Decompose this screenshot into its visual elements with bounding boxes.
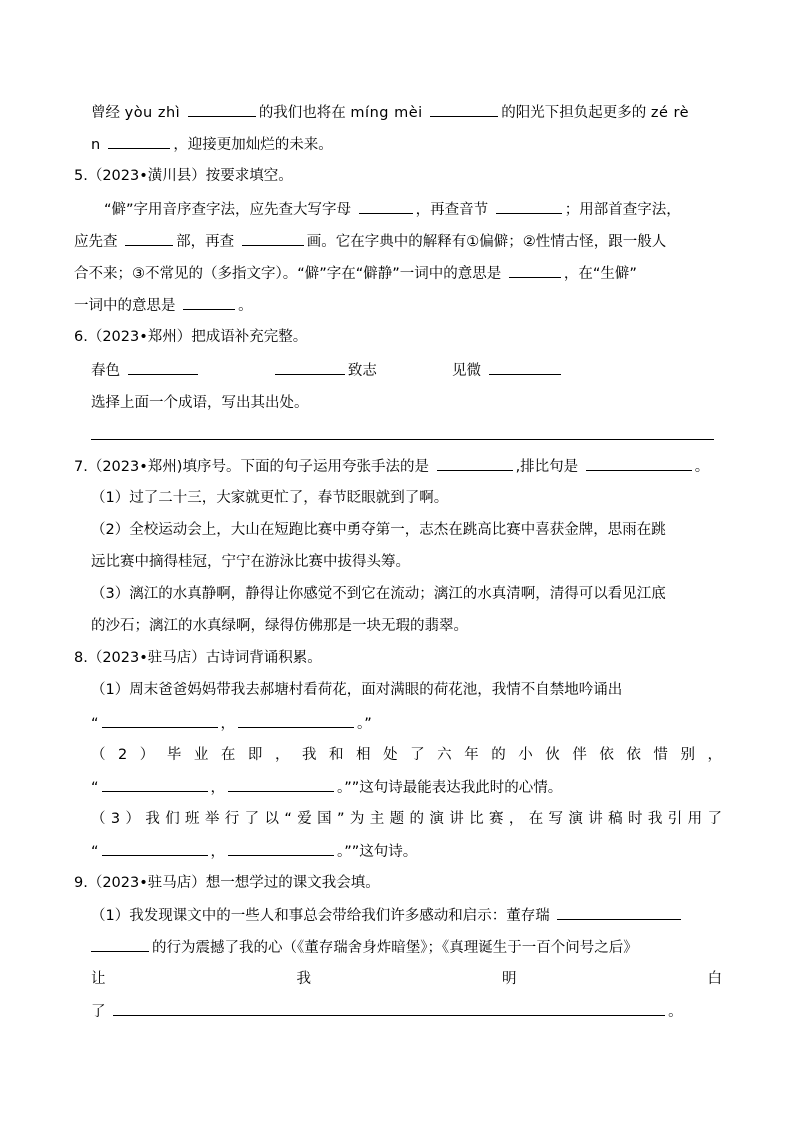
answer-blank[interactable] xyxy=(430,102,498,117)
q7-sentence-1: （1）过了二十三，大家就更忙了，春节眨眼就到了啊。 xyxy=(91,490,449,506)
q9-part-1b: 的行为震撼了我的心（《董存瑞舍身炸暗堡》；《真理诞生于一百个问号之后》 xyxy=(91,937,794,958)
q9-part-1c: 让 我 明 白 xyxy=(91,971,722,987)
q5-line-3: 合不来；③不常见的（多指文字）。“僻”字在“僻静”一词中的意思是 ，在“生僻” xyxy=(74,263,794,284)
q5-line-4: 一词中的意思是 。 xyxy=(74,295,794,316)
idiom-blank-2[interactable] xyxy=(275,360,345,375)
poem-blank[interactable] xyxy=(228,777,334,792)
answer-blank[interactable] xyxy=(509,263,561,278)
q7-sentence-3b: 的沙石；漓江的水真绿啊，绿得仿佛那是一块无瑕的翡翠。 xyxy=(91,618,468,634)
idiom-row: 春色 致志 见微 xyxy=(91,360,794,381)
poem-blank[interactable] xyxy=(102,777,208,792)
poem-blank[interactable] xyxy=(228,841,334,856)
poem-blank[interactable] xyxy=(102,841,208,856)
answer-blank[interactable] xyxy=(557,905,681,920)
answer-blank[interactable] xyxy=(125,231,173,246)
q8-part-2: （2）毕业在即，我和相处了六年的小伙伴依依惜别， xyxy=(91,747,722,763)
q8-part-2-blanks: “ ， 。””这句诗最能表达我此时的心情。 xyxy=(91,777,794,798)
answer-blank[interactable] xyxy=(108,134,170,149)
q7-sentence-3a: （3）漓江的水真静啊，静得让你感觉不到它在流动；漓江的水真清啊，清得可以看见江底 xyxy=(91,586,666,602)
question-7-heading: 7.（2023•郑州)填序号。下面的句子运用夸张手法的是 ,排比句是 。 xyxy=(74,456,794,477)
answer-blank[interactable] xyxy=(183,295,235,310)
poem-blank[interactable] xyxy=(238,713,354,728)
q8-part-1: （1）周末爸爸妈妈带我去郝塘村看荷花，面对满眼的荷花池，我情不自禁地吟诵出 xyxy=(91,682,623,698)
idiom-blank-3[interactable] xyxy=(489,360,561,375)
q5-line-1: “僻”字用音序查字法，应先查大写字母 ，再查音节 ；用部首查字法， xyxy=(104,199,794,220)
q7-sentence-2b: 远比赛中摘得桂冠，宁宁在游泳比赛中拔得头筹。 xyxy=(91,554,410,570)
answer-blank[interactable] xyxy=(113,1001,665,1016)
pinyin-zeren: zé rè xyxy=(650,105,690,121)
intro-line-1: 曾经 yòu zhì 的我们也将在 míng mèi 的阳光下担负起更多的 zé rè xyxy=(91,102,794,123)
idiom-blank-1[interactable] xyxy=(128,360,198,375)
q5-line-2: 应先查 部，再查 画。它在字典中的解释有①偏僻；②性情古怪，跟一般人 xyxy=(74,231,794,252)
answer-blank[interactable] xyxy=(437,456,513,471)
intro-line-2: n ，迎接更加灿烂的未来。 xyxy=(91,134,794,155)
answer-blank[interactable] xyxy=(91,937,149,952)
question-5-heading: 5.（2023•潢川县）按要求填空。 xyxy=(74,168,293,184)
pinyin-youzhi: yòu zhì xyxy=(124,105,181,121)
poem-blank[interactable] xyxy=(102,713,218,728)
answer-blank[interactable] xyxy=(188,102,256,117)
answer-line[interactable] xyxy=(91,439,714,440)
answer-blank[interactable] xyxy=(586,456,692,471)
q8-part-3-blanks: “ ， 。””这句诗。 xyxy=(91,841,794,862)
pinyin-mingmei: míng mèi xyxy=(350,105,423,121)
answer-blank[interactable] xyxy=(242,231,304,246)
q7-sentence-2a: （2）全校运动会上，大山在短跑比赛中勇夺第一，志杰在跳高比赛中喜获金牌，思雨在跳 xyxy=(91,522,666,538)
question-8-heading: 8.（2023•驻马店）古诗词背诵积累。 xyxy=(74,650,322,666)
q8-part-3: （3）我们班举行了以“爱国”为主题的演讲比赛，在写演讲稿时我引用了 xyxy=(91,811,722,827)
q9-part-1: （1）我发现课文中的一些人和事总会带给我们许多感动和启示：董存瑞 xyxy=(91,905,794,926)
q8-part-1-blanks: “ ， 。” xyxy=(91,713,794,734)
q6-line-2: 选择上面一个成语，写出其出处。 xyxy=(91,395,309,411)
answer-blank[interactable] xyxy=(359,199,413,214)
answer-blank[interactable] xyxy=(496,199,562,214)
question-6-heading: 6.（2023•郑州）把成语补充完整。 xyxy=(74,329,308,345)
q9-part-1d: 了 。 xyxy=(91,1001,794,1022)
question-9-heading: 9.（2023•驻马店）想一想学过的课文我会填。 xyxy=(74,875,380,891)
